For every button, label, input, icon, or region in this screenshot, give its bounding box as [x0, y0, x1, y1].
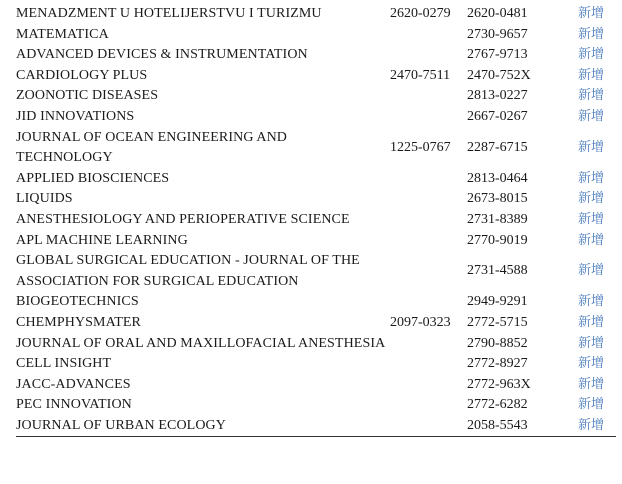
status-badge: 新增: [578, 376, 605, 392]
journal-title: APL MACHINE LEARNING: [16, 232, 188, 248]
status-badge: 新增: [578, 26, 605, 42]
journal-title: JID INNOVATIONS: [16, 108, 135, 124]
journal-title: JOURNAL OF OCEAN ENGINEERING AND TECHNOLOGY: [16, 129, 288, 166]
journal-eissn: 2813-0464: [467, 170, 528, 186]
status-badge: 新增: [556, 416, 616, 437]
journal-issn: [390, 210, 464, 231]
journal-eissn: 2620-0481: [467, 6, 528, 21]
journal-issn: [390, 231, 464, 252]
journal-issn: [390, 169, 464, 190]
journal-row: [16, 169, 616, 190]
status-badge: 新增: [578, 263, 605, 279]
status-badge: 新增: [578, 356, 605, 372]
status-badge: 新增: [578, 211, 605, 227]
journal-row: [16, 25, 616, 46]
journal-issn: 2097-0323: [390, 314, 451, 330]
journal-table: [16, 4, 616, 437]
journal-row: [16, 251, 616, 292]
status-badge: 新增: [578, 232, 605, 248]
journal-row: [16, 86, 616, 107]
journal-eissn: 2731-4588: [467, 263, 528, 279]
status-badge: 新增: [578, 170, 605, 186]
status-badge: 新增: [578, 88, 605, 104]
journal-row: [16, 416, 616, 437]
journal-title: JOURNAL OF URBAN ECOLOGY: [16, 416, 390, 437]
journal-eissn: 2673-8015: [467, 191, 528, 207]
journal-row: [16, 334, 616, 355]
journal-eissn: 2470-752X: [467, 67, 531, 83]
journal-title: ADVANCED DEVICES & INSTRUMENTATION: [16, 47, 308, 63]
journal-issn: [390, 416, 464, 437]
journal-eissn: 2772-6282: [467, 397, 528, 413]
journal-issn: 2470-7511: [390, 67, 451, 83]
journal-issn: [390, 107, 464, 128]
journal-row: [16, 292, 616, 313]
status-badge: 新增: [578, 6, 605, 21]
journal-eissn: 2772-5715: [467, 314, 528, 330]
journal-eissn: 2731-8389: [467, 211, 528, 227]
journal-eissn: 2790-8852: [467, 335, 528, 351]
status-badge: 新增: [578, 397, 605, 413]
journal-issn: [390, 395, 464, 416]
journal-eissn: 2767-9713: [467, 47, 528, 63]
journal-title: JACC-ADVANCES: [16, 376, 131, 392]
journal-title: CHEMPHYSMATER: [16, 314, 141, 330]
journal-issn: [390, 251, 464, 292]
status-badge: 新增: [578, 67, 605, 83]
journal-title: CELL INSIGHT: [16, 356, 112, 372]
journal-title: BIOGEOTECHNICS: [16, 294, 139, 310]
journal-eissn: 2730-9657: [467, 26, 528, 42]
journal-issn: [390, 25, 464, 46]
journal-issn: [390, 86, 464, 107]
journal-eissn: 2287-6715: [467, 139, 528, 155]
status-badge: 新增: [578, 139, 605, 155]
journal-issn: [390, 375, 464, 396]
journal-row: [16, 375, 616, 396]
journal-title: APPLIED BIOSCIENCES: [16, 170, 170, 186]
journal-eissn: 2770-9019: [467, 232, 528, 248]
status-badge: 新增: [578, 335, 605, 351]
status-badge: 新增: [578, 191, 605, 207]
journal-title: GLOBAL SURGICAL EDUCATION - JOURNAL OF THE ASSOCIATION FOR SURGICAL EDUCATION: [16, 253, 360, 289]
journal-title: ZOONOTIC DISEASES: [16, 88, 159, 104]
journal-issn: [390, 354, 464, 375]
journal-title: JOURNAL OF ORAL AND MAXILLOFACIAL ANESTHESIA: [16, 335, 386, 351]
journal-row: [16, 107, 616, 128]
status-badge: 新增: [578, 314, 605, 330]
journal-row: [16, 189, 616, 210]
journal-eissn: 2667-0267: [467, 108, 528, 124]
journal-row: [16, 395, 616, 416]
journal-eissn: 2772-963X: [467, 376, 531, 392]
journal-title: MATEMATICA: [16, 26, 109, 42]
journal-row: [16, 354, 616, 375]
journal-title: CARDIOLOGY PLUS: [16, 67, 148, 83]
journal-title: MENADZMENT U HOTELIJERSTVU I TURIZMU: [16, 6, 322, 21]
journal-eissn: 2949-9291: [467, 294, 528, 310]
journal-eissn: 2058-5543: [464, 416, 556, 437]
journal-row: [16, 313, 616, 334]
journal-row: [16, 66, 616, 87]
journal-eissn: 2813-0227: [467, 88, 528, 104]
journal-row: [16, 210, 616, 231]
status-badge: 新增: [578, 108, 605, 124]
status-badge: 新增: [578, 47, 605, 63]
journal-title: ANESTHESIOLOGY AND PERIOPERATIVE SCIENCE: [16, 211, 350, 227]
journal-issn: [390, 334, 464, 355]
journal-issn: [390, 189, 464, 210]
journal-eissn: 2772-8927: [467, 356, 528, 372]
journal-rows: [16, 4, 616, 437]
journal-issn: 1225-0767: [390, 139, 451, 155]
journal-row: [16, 231, 616, 252]
status-badge: 新增: [578, 294, 605, 310]
journal-title: LIQUIDS: [16, 191, 73, 207]
journal-row: [16, 128, 616, 169]
journal-issn: [390, 292, 464, 313]
journal-issn: [390, 45, 464, 66]
journal-issn: 2620-0279: [390, 6, 451, 21]
journal-title: PEC INNOVATION: [16, 397, 132, 413]
journal-row: [16, 4, 616, 25]
journal-row: [16, 45, 616, 66]
